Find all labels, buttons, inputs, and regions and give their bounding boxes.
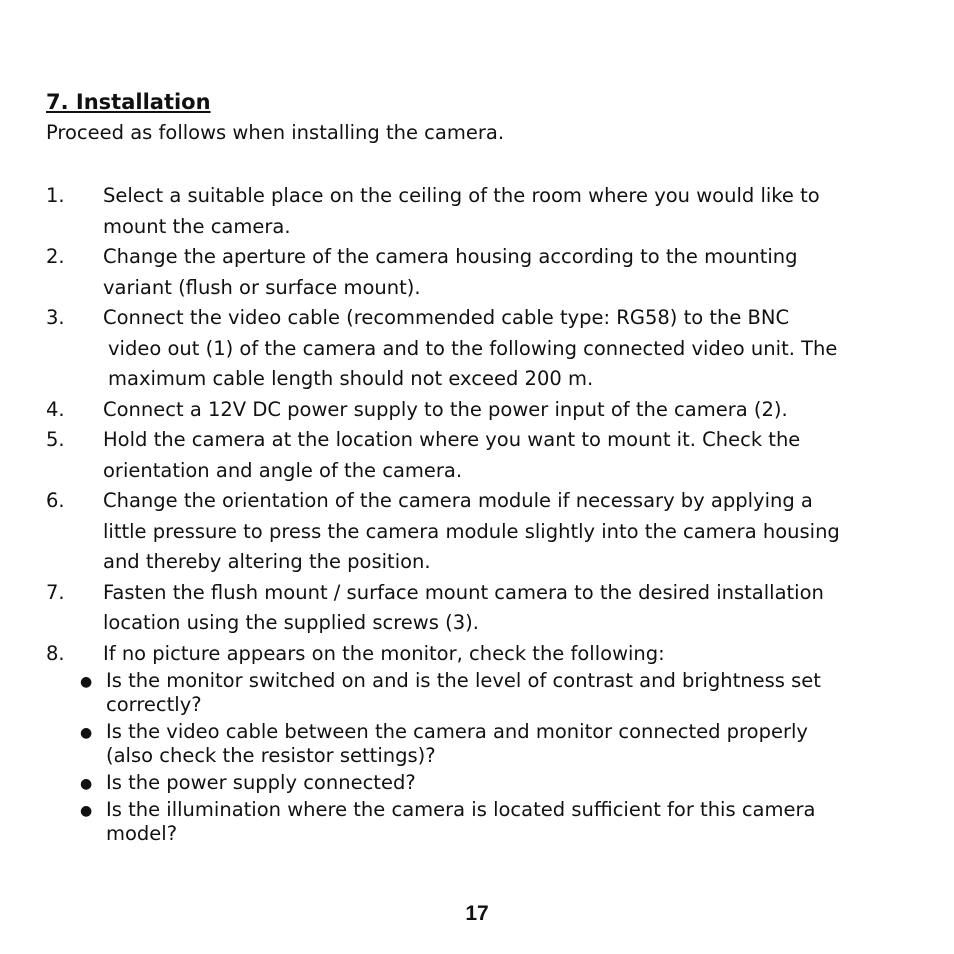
checklist-text-line: Is the illumination where the camera is located sufficient for this camera: [106, 798, 816, 821]
checklist-text-line: correctly?: [106, 693, 202, 716]
checklist-text-line: model?: [106, 822, 178, 845]
step-text-line: variant (flush or surface mount).: [103, 275, 421, 299]
step-text-line: Fasten the flush mount / surface mount camera to the desired installation: [103, 580, 824, 604]
step-text-line: If no picture appears on the monitor, check the following:: [103, 641, 665, 665]
step-text-line: orientation and angle of the camera.: [103, 458, 463, 482]
step-item: [46, 242, 916, 303]
step-number: 7.: [46, 580, 65, 604]
checklist-text-line: Is the monitor switched on and is the level of contrast and brightness set: [106, 669, 821, 692]
troubleshooting-checklist: [80, 669, 821, 849]
step-text-line: Connect the video cable (recommended cable type: RG58) to the BNC: [103, 306, 790, 329]
step-item: [46, 578, 916, 639]
checklist-item: [80, 669, 821, 717]
step-item: [46, 395, 916, 426]
step-text-line: mount the camera.: [103, 214, 291, 238]
step-item: [46, 639, 916, 670]
bullet-icon: ●: [80, 803, 93, 819]
bullet-icon: ●: [80, 725, 93, 741]
step-text-line: and thereby altering the position.: [103, 550, 431, 573]
step-number: 2.: [46, 245, 65, 268]
checklist-item: [80, 798, 821, 846]
step-text-line: Change the aperture of the camera housing according to the mounting: [103, 245, 798, 268]
step-number: 3.: [46, 306, 65, 329]
checklist-item: [80, 720, 821, 768]
step-number: 4.: [46, 397, 65, 421]
step-item: [46, 425, 916, 486]
checklist-text-line: (also check the resistor settings)?: [106, 744, 436, 767]
bullet-icon: ●: [80, 674, 93, 690]
intro-text: Proceed as follows when installing the camera.: [46, 121, 505, 144]
section-heading: 7. Installation: [46, 90, 211, 114]
step-item: [46, 303, 916, 395]
step-text-line: Connect a 12V DC power supply to the power input of the camera (2).: [103, 397, 788, 421]
step-number: 5.: [46, 428, 65, 451]
checklist-text-line: Is the video cable between the camera and monitor connected properly: [106, 720, 808, 743]
page-number: 17: [465, 902, 489, 925]
checklist-item: [80, 771, 821, 795]
checklist-text-line: Is the power supply connected?: [106, 771, 416, 794]
installation-steps: [46, 181, 916, 669]
step-item: [46, 181, 916, 242]
step-item: [46, 486, 916, 578]
step-text-line: Select a suitable place on the ceiling of the room where you would like to: [103, 184, 820, 207]
step-number: 1.: [46, 184, 65, 207]
step-text-line: little pressure to press the camera module slightly into the camera housing: [103, 519, 840, 543]
step-text-line: Change the orientation of the camera module if necessary by applying a: [103, 489, 813, 512]
step-text-line: video out (1) of the camera and to the following connected video unit. The: [108, 336, 838, 360]
step-text-line: Hold the camera at the location where you want to mount it. Check the: [103, 428, 801, 451]
bullet-icon: ●: [80, 776, 93, 792]
step-number: 6.: [46, 489, 65, 512]
step-text-line: maximum cable length should not exceed 200 m.: [108, 367, 594, 390]
step-number: 8.: [46, 641, 65, 665]
step-text-line: location using the supplied screws (3).: [103, 611, 479, 634]
